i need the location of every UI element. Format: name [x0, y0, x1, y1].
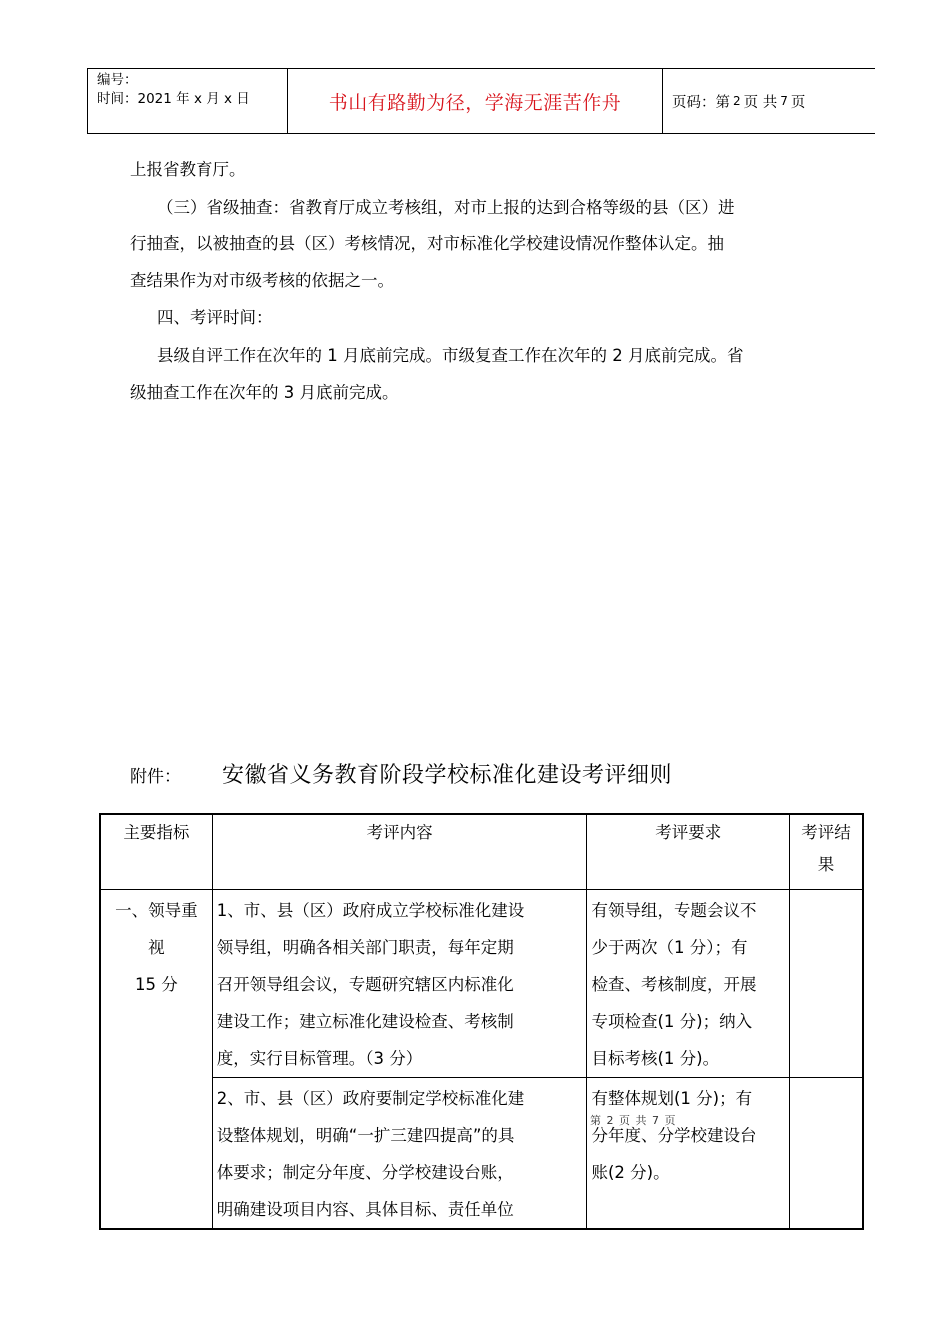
body-paragraph-4-line-2: 级抽查工作在次年的 3 月底前完成。 — [130, 383, 399, 402]
table-row — [100, 1078, 863, 1230]
header-requirement: 考评要求 — [587, 814, 790, 890]
indicator-line-1: 一、领导重 — [115, 901, 198, 920]
content-line: 1、市、县（区）政府成立学校标准化建设 — [216, 901, 525, 920]
requirement-line: 有领导组，专题会议不 — [591, 901, 757, 920]
body-paragraph-2-line-3: 查结果作为对市级考核的依据之一。 — [130, 271, 394, 290]
indicator-line-2: 视 — [148, 938, 165, 957]
header-result: 考评结果 — [790, 814, 863, 890]
body-paragraph-1: 上报省教育厅。 — [130, 160, 246, 179]
requirement-cell-2 — [587, 1078, 790, 1230]
page-suffix: 页 — [790, 94, 806, 111]
requirement-line: 有整体规划(1 分)；有 — [591, 1089, 753, 1108]
requirement-line: 账(2 分)。 — [591, 1163, 670, 1182]
content-line: 召开领导组会议，专题研究辖区内标准化 — [216, 975, 514, 994]
page-current: 2 — [733, 94, 741, 108]
content-line: 建设工作；建立标准化建设检查、考核制 — [216, 1012, 514, 1031]
result-cell-2 — [790, 1078, 863, 1230]
content-line: 设整体规划，明确“一扩三建四提高”的具 — [216, 1126, 515, 1145]
header-motto: 书山有路勤为径，学海无涯苦作舟 — [288, 69, 663, 133]
indicator-cell — [100, 890, 212, 1230]
requirement-line: 分年度、分学校建设台 — [591, 1126, 757, 1145]
body-paragraph-4-line-1: 县级自评工作在次年的 1 月底前完成。市级复查工作在次年的 2 月底前完成。省 — [157, 346, 744, 365]
header-content: 考评内容 — [212, 814, 587, 890]
result-cell-1 — [790, 890, 863, 1078]
body-paragraph-2-line-2: 行抽查，以被抽查的县（区）考核情况，对市标准化学校建设情况作整体认定。抽 — [130, 234, 724, 253]
page-header — [87, 68, 875, 134]
annex-label: 附件： — [130, 767, 181, 787]
header-page-number — [662, 69, 876, 133]
document-time: 时间：2021 年 x 月 x 日 — [97, 91, 250, 107]
requirement-line: 专项检查(1 分)；纳入 — [591, 1012, 753, 1031]
document-number-label: 编号： — [97, 72, 138, 88]
requirement-line: 少于两次（1 分）；有 — [591, 938, 748, 957]
content-cell-2 — [212, 1078, 587, 1230]
page-footer-overlay: 第 2 页 共 7 页 — [590, 1114, 677, 1127]
content-line: 体要求；制定分年度、分学校建设台账， — [216, 1163, 514, 1182]
section-heading-time: 四、考评时间： — [157, 308, 273, 327]
content-line: 2、市、县（区）政府要制定学校标准化建 — [216, 1089, 525, 1108]
body-paragraph-2-line-1: （三）省级抽查：省教育厅成立考核组，对市上报的达到合格等级的县（区）进 — [157, 198, 735, 217]
page-mid: 页 共 — [743, 94, 778, 111]
table-row — [100, 890, 863, 1078]
requirement-cell-1 — [587, 890, 790, 1078]
annex-title: 安徽省义务教育阶段学校标准化建设考评细则 — [222, 763, 673, 788]
header-meta — [88, 69, 288, 133]
page-total: 7 — [780, 94, 788, 108]
content-line: 明确建设项目内容、具体目标、责任单位 — [216, 1200, 514, 1219]
requirement-line: 目标考核(1 分)。 — [591, 1049, 720, 1068]
content-cell-1 — [212, 890, 587, 1078]
page-prefix: 页码：第 — [672, 94, 730, 111]
evaluation-table — [99, 813, 864, 1230]
indicator-score: 15 分 — [135, 975, 178, 994]
header-indicator: 主要指标 — [100, 814, 212, 890]
content-line: 领导组，明确各相关部门职责，每年定期 — [216, 938, 514, 957]
requirement-line: 检查、考核制度，开展 — [591, 975, 757, 994]
table-header-row — [100, 814, 863, 890]
content-line: 度，实行目标管理。（3 分） — [216, 1049, 423, 1068]
